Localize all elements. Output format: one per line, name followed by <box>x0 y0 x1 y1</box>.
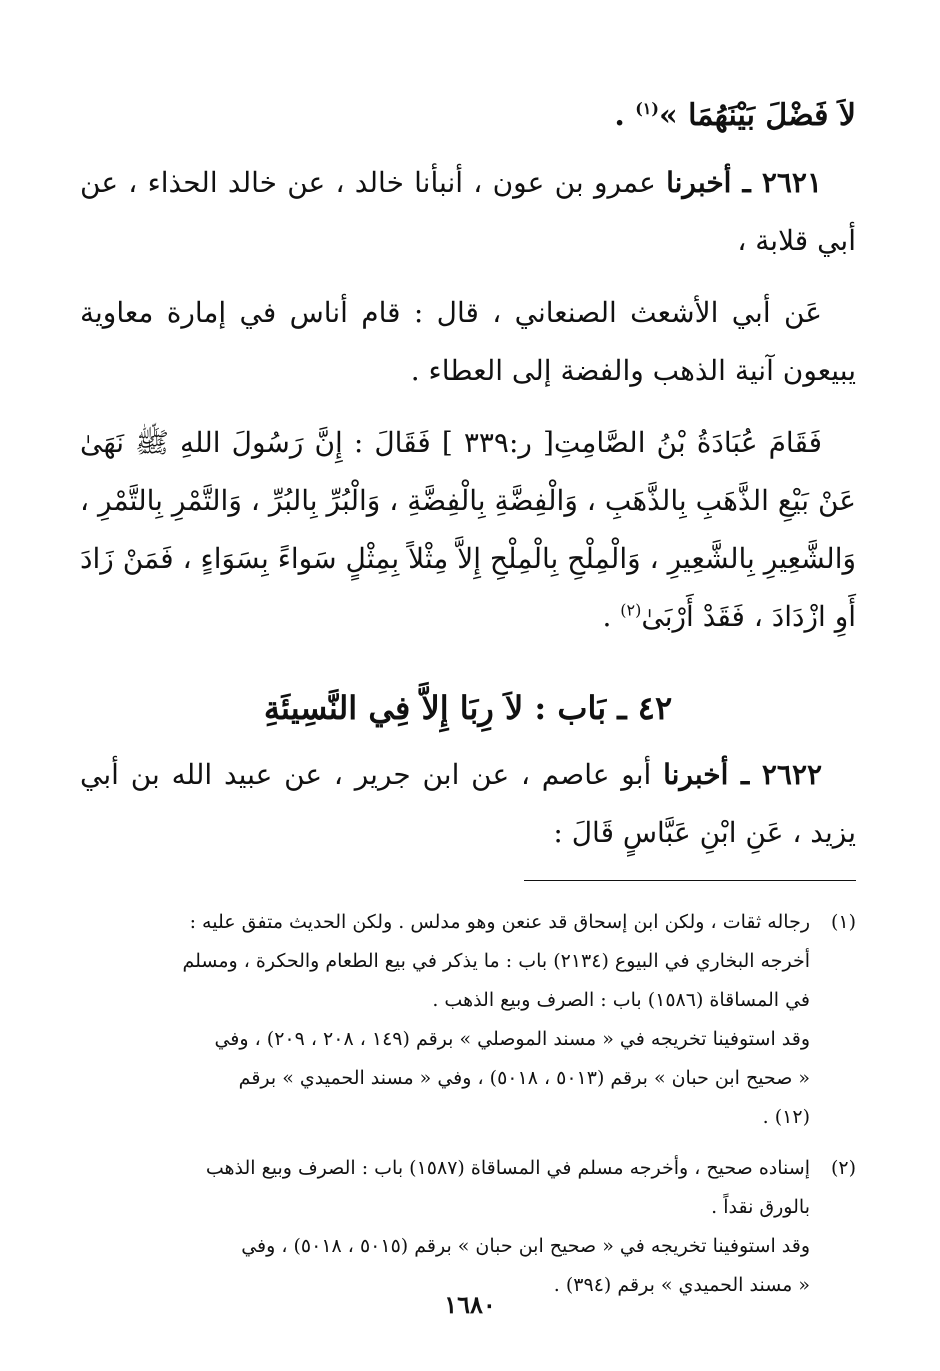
footnote-1 <box>80 903 856 1137</box>
footnote-marker-2: (٢) <box>620 600 642 620</box>
footnote-2 <box>80 1149 856 1305</box>
footnote-1-line: وقد استوفينا تخريجه في « مسند الموصلي » برقم (١٤٩ ، ٢٠٨ ، ٢٠٩) ، وفي <box>214 1028 810 1050</box>
page-number: ١٦٨٠ <box>444 1290 496 1319</box>
hadith-2622-number: ٢٦٢٢ ـ أخبرنا <box>663 758 823 791</box>
footnote-1-body <box>80 903 810 1137</box>
footnote-2-line: « مسند الحميدي » برقم (٣٩٤) . <box>553 1274 810 1296</box>
footnote-1-line: في المساقاة (١٥٨٦) باب : الصرف وبيع الذهب . <box>432 989 810 1011</box>
footnote-1-line: أخرجه البخاري في البيوع (٢١٣٤) باب : ما يذكر في بيع الطعام والحكرة ، ومسلم <box>182 950 810 972</box>
footnote-1-line: رجاله ثقات ، ولكن ابن إسحاق قد عنعن وهو مدلس . ولكن الحديث متفق عليه : <box>189 911 810 933</box>
hadith-2621-chain-text: عمرو بن عون ، أنبأنا خالد ، عن خالد الحذاء ، عن أبي قلابة ، <box>80 166 856 257</box>
opening-line <box>80 88 856 144</box>
footnote-marker-1: (١) <box>635 99 659 118</box>
footnote-1-marker: (١) <box>830 911 856 933</box>
footnote-2-marker: (٢) <box>830 1157 856 1179</box>
hadith-2621-chain <box>80 154 856 270</box>
footnote-1-line: (١٢) . <box>762 1106 810 1128</box>
footnote-2-line: إسناده صحيح ، وأخرجه مسلم في المساقاة (١٥٨٧) باب : الصرف وبيع الذهب <box>205 1157 810 1179</box>
hadith-2621-text <box>80 414 856 646</box>
hadith-2621-tail: . <box>602 600 621 633</box>
page-content <box>80 88 856 1371</box>
opening-line-text: لاَ فَضْلَ بَيْنَهُمَا » <box>658 98 856 133</box>
footnote-2-line: وقد استوفينا تخريجه في « صحيح ابن حبان » برقم (٥٠١٥ ، ٥٠١٨) ، وفي <box>241 1235 810 1257</box>
hadith-2621-number: ٢٦٢١ ـ أخبرنا <box>666 166 822 199</box>
footnote-2-line: بالورق نقداً . <box>711 1196 810 1218</box>
footnote-divider <box>524 880 856 881</box>
footnote-2-body <box>80 1149 810 1305</box>
hadith-2621-matn: فَقَامَ عُبَادَةُ بْنُ الصَّامِتِ[ ر:٣٣٩ ] فَقَالَ : إِنَّ رَسُولَ اللهِ ﷺ نَهَىٰ عَنْ بَيْعِ الذَّهَبِ بِالذَّهَبِ ، وَالْفِضَّةِ بِالْفِضَّةِ ، وَالْبُرِّ بِالبُرِّ ، وَالتَّمْرِ بِالتَّمْرِ ، وَالشَّعِيرِ بِالشَّعِيرِ ، وَالْمِلْحِ بِالْمِلْحِ إِلاَّ مِثْلاً بِمِثْلٍ سَواءً بِسَوَاءٍ ، فَمَنْ زَادَ أَوِ ازْدَادَ ، فَقَدْ أَرْبَىٰ <box>80 426 856 633</box>
footnote-1-line: « صحيح ابن حبان » برقم (٥٠١٣ ، ٥٠١٨) ، وفي « مسند الحميدي » برقم <box>238 1067 810 1089</box>
hadith-2622-chain-text: أبو عاصم ، عن ابن جرير ، عن عبيد الله بن أبي يزيد ، عَنِ ابْنِ عَبَّاسٍ قَالَ : <box>80 758 856 849</box>
hadith-2621-context: عَن أبي الأشعث الصنعاني ، قال : قام أناس في إمارة معاوية يبيعون آنية الذهب والفضة إلى العطاء . <box>80 296 856 387</box>
chapter-heading: ٤٢ ـ بَاب : لاَ رِبَا إِلاَّ فِي النَّسِيئَةِ <box>263 689 673 727</box>
hadith-2622-chain <box>80 746 856 862</box>
opening-line-tail: . <box>614 98 636 133</box>
